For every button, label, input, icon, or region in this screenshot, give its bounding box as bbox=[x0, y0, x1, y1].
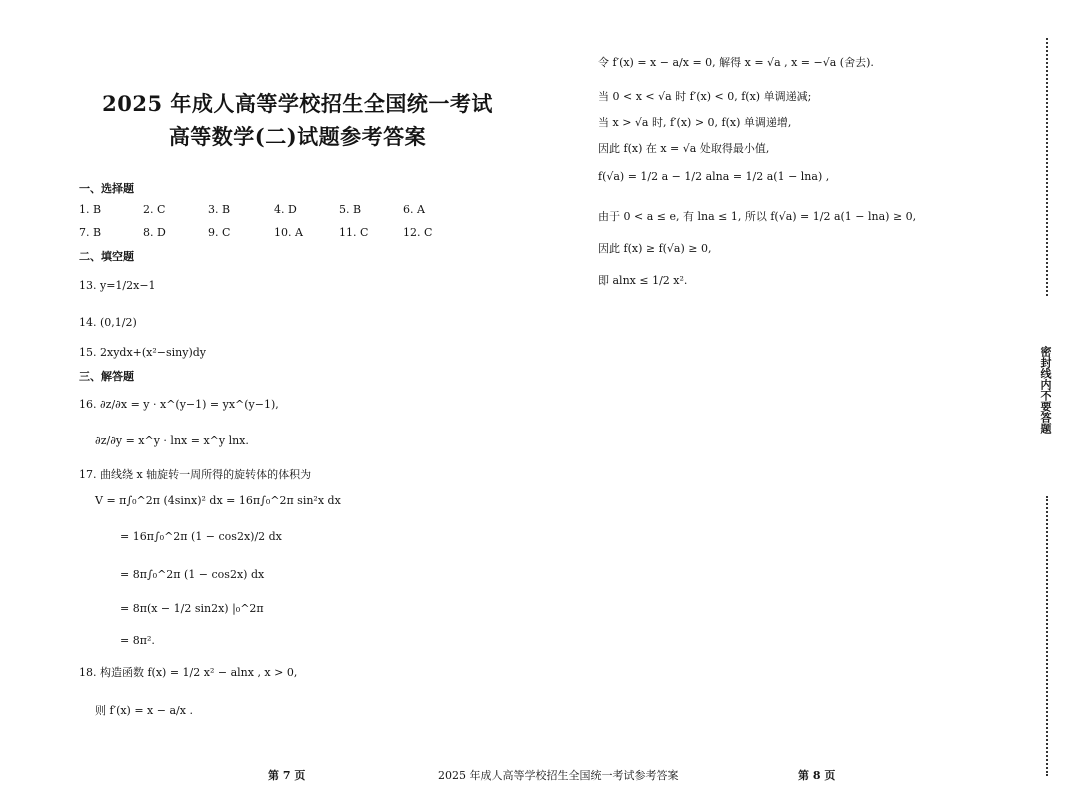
footer-center-title: 2025 年成人高等学校招生全国统一考试参考答案 bbox=[438, 769, 679, 782]
solution-q18-right-line1: 令 f′(x) = x − a/x = 0, 解得 x = √a , x = −√a (舍去). bbox=[598, 56, 874, 69]
solution-q18-right-line7: 因此 f(x) ≥ f(√a) ≥ 0, bbox=[598, 242, 712, 255]
solution-q17-line5: = 8π². bbox=[120, 634, 155, 647]
doc-title-line1: 2025 年成人高等学校招生全国统一考试 bbox=[102, 91, 493, 116]
choice-answer: 6. A bbox=[403, 203, 425, 216]
choice-answer: 1. B bbox=[79, 203, 102, 216]
solution-q17-line2: = 16π∫₀^2π (1 − cos2x)/2 dx bbox=[120, 530, 282, 543]
answer-q15: 15. 2xydx+(x²−siny)dy bbox=[79, 346, 206, 359]
footer-page-7: 第 7 页 bbox=[268, 769, 306, 782]
section-solve-heading: 三、解答题 bbox=[79, 370, 134, 383]
solution-q18-right-line2: 当 0 < x < √a 时 f′(x) < 0, f(x) 单调递减; bbox=[598, 90, 812, 103]
choice-answer: 8. D bbox=[143, 226, 166, 239]
seal-text: 密封线内不要答题 bbox=[1039, 346, 1052, 434]
solution-q18-right-line8: 即 alnx ≤ 1/2 x². bbox=[598, 274, 688, 287]
seal-margin bbox=[1040, 38, 1054, 778]
solution-q18-right-line3: 当 x > √a 时, f′(x) > 0, f(x) 单调递增, bbox=[598, 116, 792, 129]
solution-q16-line1: 16. ∂z/∂x = y · x^(y−1) = yx^(y−1), bbox=[79, 398, 279, 411]
choice-answer: 11. C bbox=[339, 226, 369, 239]
solution-q18-right-line6: 由于 0 < a ≤ e, 有 lna ≤ 1, 所以 f(√a) = 1/2 a(1 − lna) ≥ 0, bbox=[598, 210, 917, 223]
footer-page-8: 第 8 页 bbox=[798, 769, 836, 782]
solution-q18-right-line4: 因此 f(x) 在 x = √a 处取得最小值, bbox=[598, 142, 770, 155]
solution-q16-line2: ∂z/∂y = x^y · lnx = x^y lnx. bbox=[95, 434, 249, 447]
choice-answer: 10. A bbox=[274, 226, 303, 239]
answer-q13: 13. y=1/2x−1 bbox=[79, 279, 156, 292]
choice-answer: 4. D bbox=[274, 203, 297, 216]
choice-answer: 5. B bbox=[339, 203, 362, 216]
choice-answer: 3. B bbox=[208, 203, 231, 216]
solution-q17-line3: = 8π∫₀^2π (1 − cos2x) dx bbox=[120, 568, 265, 581]
section-fill-heading: 二、填空题 bbox=[79, 250, 134, 263]
solution-q17-line4: = 8π(x − 1/2 sin2x) |₀^2π bbox=[120, 602, 264, 615]
choice-answer: 12. C bbox=[403, 226, 433, 239]
section-choice-heading: 一、选择题 bbox=[79, 182, 134, 195]
choice-answer: 2. C bbox=[143, 203, 166, 216]
seal-dotted-line-top bbox=[1046, 38, 1048, 296]
choice-answer: 9. C bbox=[208, 226, 231, 239]
solution-q18-line1: 则 f′(x) = x − a/x . bbox=[95, 704, 193, 717]
doc-title-line2: 高等数学(二)试题参考答案 bbox=[168, 124, 427, 149]
solution-q18-intro: 18. 构造函数 f(x) = 1/2 x² − alnx , x > 0, bbox=[79, 666, 298, 679]
solution-q17-line1: V = π∫₀^2π (4sinx)² dx = 16π∫₀^2π sin²x dx bbox=[95, 494, 341, 507]
answer-q14: 14. (0,1/2) bbox=[79, 316, 137, 329]
seal-dotted-line-bottom bbox=[1046, 496, 1048, 776]
choice-answer: 7. B bbox=[79, 226, 102, 239]
solution-q17-intro: 17. 曲线绕 x 轴旋转一周所得的旋转体的体积为 bbox=[79, 468, 312, 481]
solution-q18-right-line5: f(√a) = 1/2 a − 1/2 alna = 1/2 a(1 − lna) , bbox=[598, 170, 830, 183]
